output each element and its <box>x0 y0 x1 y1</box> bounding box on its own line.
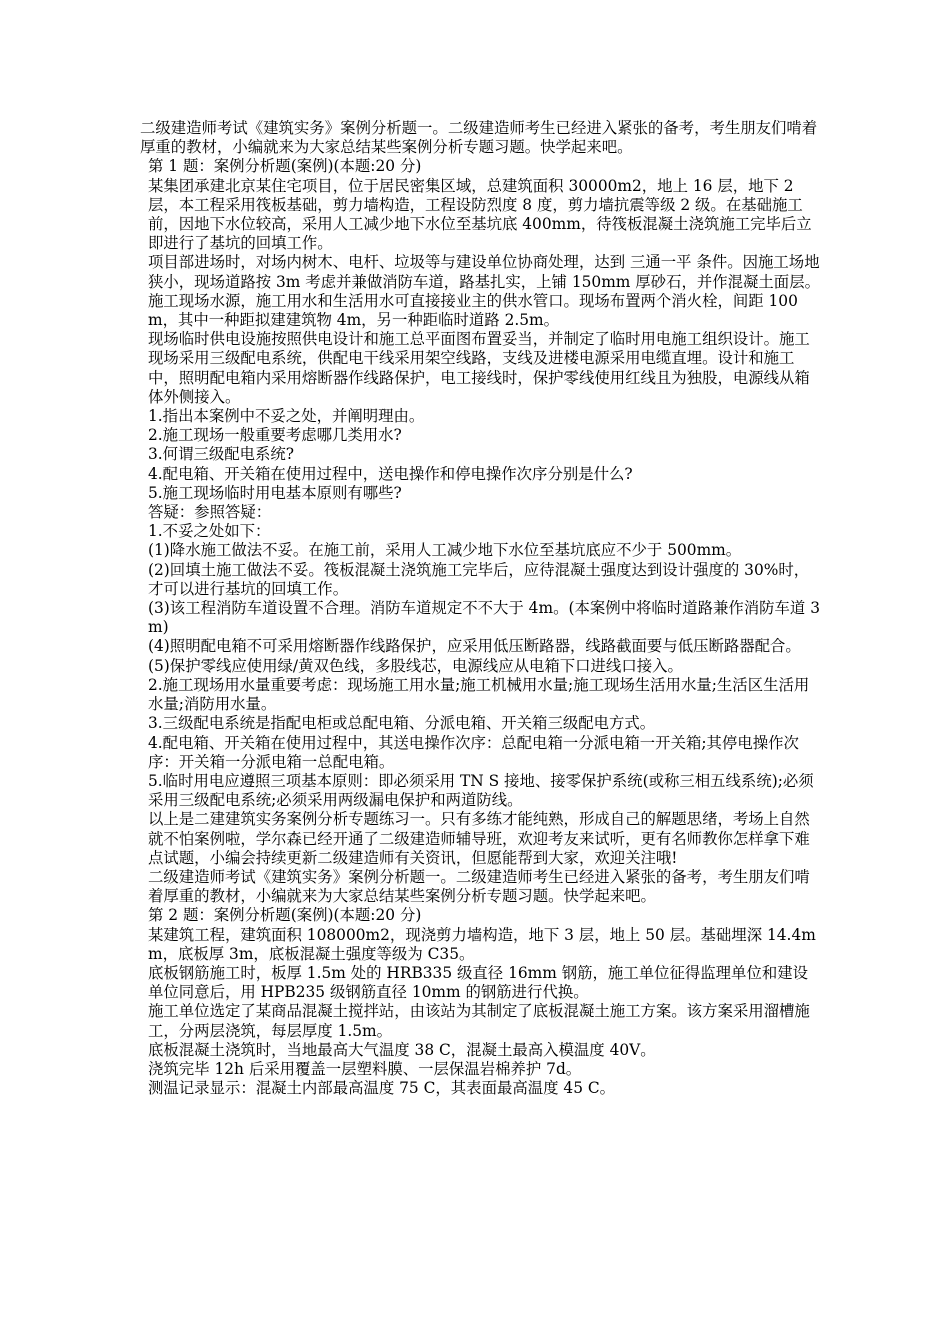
case-2-background: 某建筑工程，建筑面积 108000m2，现浇剪力墙构造，地下 3 层，地上 50 层。基础埋深 14.4mm，底板厚 3m，底板混凝土强度等级为 C35。 <box>148 925 816 963</box>
case-1-site-preparation: 项目部进场时，对场内树木、电杆、垃圾等与建设单位协商处理，达到 三通一平 条件。因施工场地狭小，现场道路按 3m 考虑并兼做消防车道，路基扎实，上铺 150mm 厚砂石，并作混凝土面层。 <box>148 253 820 291</box>
closing-paragraph: 以上是二建建筑实务案例分析专题练习一。只有多练才能纯熟，形成自己的解题思绪，考场上自然就不怕案例啦，学尔森已经开通了二级建造师辅导班，欢迎考友来试听，更有名师教你怎样拿下难点试题，小编会持续更新二级建造师有关资讯，但愿能帮到大家，欢迎关注哦! <box>148 810 810 867</box>
case-2-temperature-record: 测温记录显示：混凝土内部最高温度 75 C，其表面最高温度 45 C。 <box>148 1079 616 1098</box>
answer-item: 5.临时用电应遵照三项基本原则：即必须采用 TN S 接地、接零保护系统(或称三相五线系统);必须采用三级配电系统;必须采用两级漏电保护和两道防线。 <box>148 771 814 810</box>
question-2-heading: 第 2 题：案例分析题(案例)(本题:20 分) <box>148 906 422 925</box>
case-2-pour-temperature: 底板混凝土浇筑时，当地最高大气温度 38 C，混凝土最高入模温度 40V。 <box>148 1040 656 1059</box>
case-2-concrete-plan: 施工单位选定了某商品混凝土搅拌站，由该站为其制定了底板混凝土施工方案。该方案采用溜槽施工，分两层浇筑，每层厚度 1.5m。 <box>148 1002 810 1040</box>
question-item: 5.施工现场临时用电基本原则有哪些? <box>148 483 402 502</box>
answer-item: 2.施工现场用水量重要考虑：现场施工用水量;施工机械用水量;施工现场生活用水量;生活区生活用水量;消防用水量。 <box>148 675 810 714</box>
answer-item: 1.不妥之处如下： <box>148 522 271 541</box>
intro-paragraph-repeat: 二级建造师考试《建筑实务》案例分析题一。二级建造师考生已经进入紧张的备考，考生朋友们啃着厚重的教材，小编就来为大家总结某些案例分析专题习题。快学起来吧。 <box>148 867 810 906</box>
question-1-heading: 第 1 题：案例分析题(案例)(本题:20 分) <box>148 157 422 176</box>
case-2-rebar: 底板钢筋施工时，板厚 1.5m 处的 HRB335 级直径 16mm 钢筋，施工单位征得监理单位和建设单位同意后，用 HPB235 级钢筋直径 10mm 的钢筋进行代换。 <box>148 963 809 1002</box>
answer-item: (2)回填土施工做法不妥。筏板混凝土浇筑施工完毕后，应待混凝土强度达到设计强度的 30%时，才可以进行基坑的回填工作。 <box>148 560 810 598</box>
document-body <box>140 119 820 1098</box>
question-item: 2.施工现场一般重要考虑哪几类用水? <box>148 426 402 445</box>
intro-paragraph: 二级建造师考试《建筑实务》案例分析题一。二级建造师考生已经进入紧张的备考，考生朋友们啃着厚重的教材，小编就来为大家总结某些案例分析专题习题。快学起来吧。 <box>140 119 818 157</box>
answer-heading: 答疑：参照答疑： <box>148 503 272 522</box>
case-2-curing: 浇筑完毕 12h 后采用覆盖一层塑料膜、一层保温岩棉养护 7d。 <box>148 1059 582 1078</box>
question-item: 1.指出本案例中不妥之处，并阐明理由。 <box>148 407 425 426</box>
question-item: 4.配电箱、开关箱在使用过程中，送电操作和停电操作次序分别是什么? <box>148 464 633 483</box>
answer-item: 4.配电箱、开关箱在使用过程中，其送电操作次序：总配电箱一分派电箱一开关箱;其停电操作次序：开关箱一分派电箱一总配电箱。 <box>148 733 799 771</box>
answer-item: (4)照明配电箱不可采用熔断器作线路保护，应采用低压断路器，线路截面要与低压断路器配合。 <box>148 637 801 656</box>
case-1-water-supply: 施工现场水源，施工用水和生活用水可直接接业主的供水管口。现场布置两个消火栓，间距 100m，其中一种距拟建建筑物 4m，另一种距临时道路 2.5m。 <box>148 291 798 330</box>
case-1-power-supply: 现场临时供电设施按照供电设计和施工总平面图布置妥当，并制定了临时用电施工组织设计。施工现场采用三级配电系统，供配电干线采用架空线路，支线及进楼电源采用电缆直埋。设计和施工中，照明配电箱内采用熔断器作线路保护，电工接线时，保护零线使用红线且为独股，电源线从箱体外侧接入。 <box>148 330 810 406</box>
answer-item: (1)降水施工做法不妥。在施工前，采用人工减少地下水位至基坑底应不少于 500mm。 <box>148 541 742 560</box>
case-1-background: 某集团承建北京某住宅项目，位于居民密集区域，总建筑面积 30000m2，地上 16 层，地下 2 层，本工程采用筏板基础，剪力墙构造，工程设防烈度 8 度，剪力墙抗震等级 2 级。在基础施工前，因地下水位较高，采用人工减少地下水位至基坑底 400mm，待筏板混凝土浇筑施工完毕后立即进行了基坑的回填工作。 <box>148 176 812 253</box>
answer-item: 3.三级配电系统是指配电柜或总配电箱、分派电箱、开关箱三级配电方式。 <box>148 714 656 733</box>
answer-item: (5)保护零线应使用绿/黄双色线，多股线芯，电源线应从电箱下口进线口接入。 <box>148 656 683 675</box>
answer-item: (3)该工程消防车道设置不合理。消防车道规定不不大于 4m。(本案例中将临时道路兼作消防车道 3m) <box>148 599 821 637</box>
question-item: 3.何谓三级配电系统? <box>148 445 295 464</box>
